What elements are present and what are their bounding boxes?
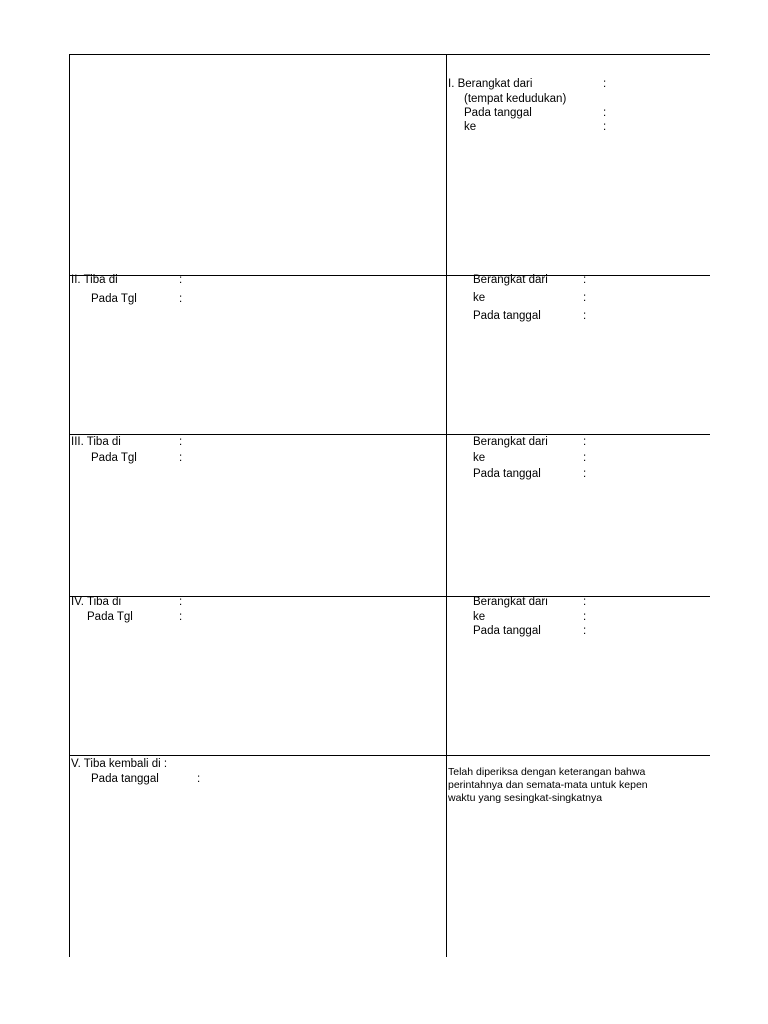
section1-berangkat-label: I. Berangkat dari [448, 78, 533, 90]
section2-tgl-colon: : [179, 293, 183, 305]
left-border [69, 54, 70, 957]
section4-ke-colon: : [583, 611, 587, 623]
section3-berangkat-label: Berangkat dari [473, 436, 548, 448]
section5-tiba-kembali-label: V. Tiba kembali di : [71, 758, 168, 770]
section4-tiba-label: IV. Tiba di [71, 596, 122, 608]
section2-berangkat-colon: : [583, 274, 587, 286]
section5-pada-tanggal-colon: : [197, 773, 201, 785]
section4-pada-tanggal-colon: : [583, 625, 587, 637]
row-divider-4 [69, 755, 710, 756]
section3-tiba-colon: : [179, 436, 183, 448]
section5-note-line-2: perintahnya dan semata-mata untuk kepen [448, 779, 648, 791]
section2-tgl-label: Pada Tgl [91, 293, 137, 305]
section1-pada-tanggal-colon: : [603, 107, 607, 119]
section3-pada-tanggal-label: Pada tanggal [473, 468, 541, 480]
section2-pada-tanggal-label: Pada tanggal [473, 310, 541, 322]
section3-tiba-label: III. Tiba di [71, 436, 121, 448]
section2-ke-colon: : [583, 292, 587, 304]
row-divider-1 [69, 275, 710, 276]
section1-ke-colon: : [603, 121, 607, 133]
section3-tgl-colon: : [179, 452, 183, 464]
row-divider-3 [69, 596, 710, 597]
section4-tgl-label: Pada Tgl [87, 611, 133, 623]
section2-tiba-label: II. Tiba di [71, 274, 118, 286]
section3-ke-colon: : [583, 452, 587, 464]
section3-ke-label: ke [473, 452, 486, 464]
section5-note-block [448, 766, 710, 810]
section4-ke-label: ke [473, 611, 486, 623]
section4-tiba-colon: : [179, 596, 183, 608]
top-border [69, 54, 710, 55]
section4-tgl-colon: : [179, 611, 183, 623]
section2-tiba-colon: : [179, 274, 183, 286]
section5-pada-tanggal-label: Pada tanggal [91, 773, 159, 785]
section5-note-line-1: Telah diperiksa dengan keterangan bahwa [448, 766, 646, 778]
section3-tgl-label: Pada Tgl [91, 452, 137, 464]
section1-pada-tanggal-label: Pada tanggal [464, 107, 532, 119]
section4-pada-tanggal-label: Pada tanggal [473, 625, 541, 637]
section1-tempat-label: (tempat kedudukan) [464, 93, 567, 105]
row-divider-2 [69, 434, 710, 435]
section4-berangkat-label: Berangkat dari [473, 596, 548, 608]
section3-berangkat-colon: : [583, 436, 587, 448]
section1-ke-label: ke [464, 121, 477, 133]
middle-divider [446, 54, 447, 957]
section3-pada-tanggal-colon: : [583, 468, 587, 480]
section2-pada-tanggal-colon: : [583, 310, 587, 322]
section2-ke-label: ke [473, 292, 486, 304]
section1-berangkat-colon: : [603, 78, 607, 90]
section4-berangkat-colon: : [583, 596, 587, 608]
section5-note-line-3: waktu yang sesingkat-singkatnya [448, 792, 603, 804]
section2-berangkat-label: Berangkat dari [473, 274, 548, 286]
